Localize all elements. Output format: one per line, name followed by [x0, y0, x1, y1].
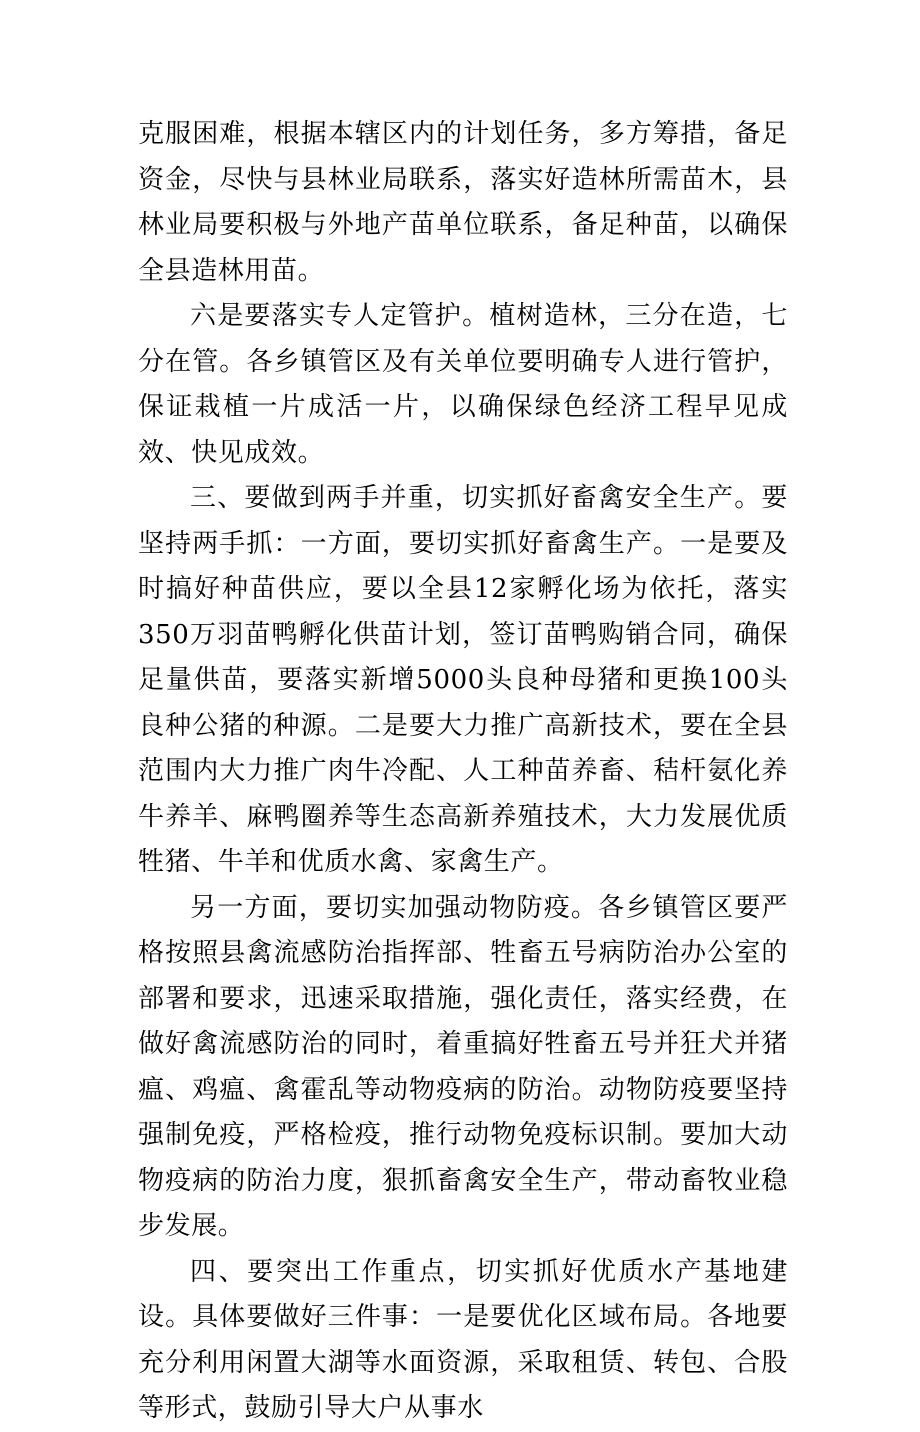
paragraph-aquaculture-base: 四、要突出工作重点，切实抓好优质水产基地建设。具体要做好三件事：一是要优化区域布局。各地要充分利用闲置大湖等水面资源，采取租赁、转包、合股等形式，鼓励引导大户从事水 [138, 1256, 788, 1423]
paragraph-afforestation-care: 六是要落实专人定管护。植树造林，三分在造，七分在管。各乡镇管区及有关单位要明确专人进行管护，保证栽植一片成活一片，以确保绿色经济工程早见成效、快见成效。 [138, 301, 788, 468]
document-body [138, 112, 788, 1432]
paragraph-animal-epidemic-prevention: 另一方面，要切实加强动物防疫。各乡镇管区要严格按照县禽流感防治指挥部、牲畜五号病防治办公室的部署和要求，迅速采取措施，强化责任，落实经费，在做好禽流感防治的同时，着重搞好牲畜五号并狂犬并猪瘟、鸡瘟、禽霍乱等动物疫病的防治。动物防疫要坚持强制免疫，严格检疫，推行动物免疫标识制。要加大动物疫病的防治力度，狠抓畜禽安全生产，带动畜牧业稳步发展。 [138, 892, 788, 1241]
paragraph-continuation: 克服困难，根据本辖区内的计划任务，多方筹措，备足资金，尽快与县林业局联系，落实好造林所需苗木，县林业局要积极与外地产苗单位联系，备足种苗，以确保全县造林用苗。 [138, 119, 788, 286]
paragraph-livestock-production: 三、要做到两手并重，切实抓好畜禽安全生产。要坚持两手抓：一方面，要切实抓好畜禽生产。一是要及时搞好种苗供应，要以全县12家孵化场为依托，落实350万羽苗鸭孵化供苗计划，签订苗鸭购销合同，确保足量供苗，要落实新增5000头良种母猪和更换100头良种公猪的种源。二是要大力推广高新技术，要在全县范围内大力推广肉牛冷配、人工种苗养畜、秸杆氨化养牛养羊、麻鸭圈养等生态高新养殖技术，大力发展优质牲猪、牛羊和优质水禽、家禽生产。 [138, 483, 788, 877]
